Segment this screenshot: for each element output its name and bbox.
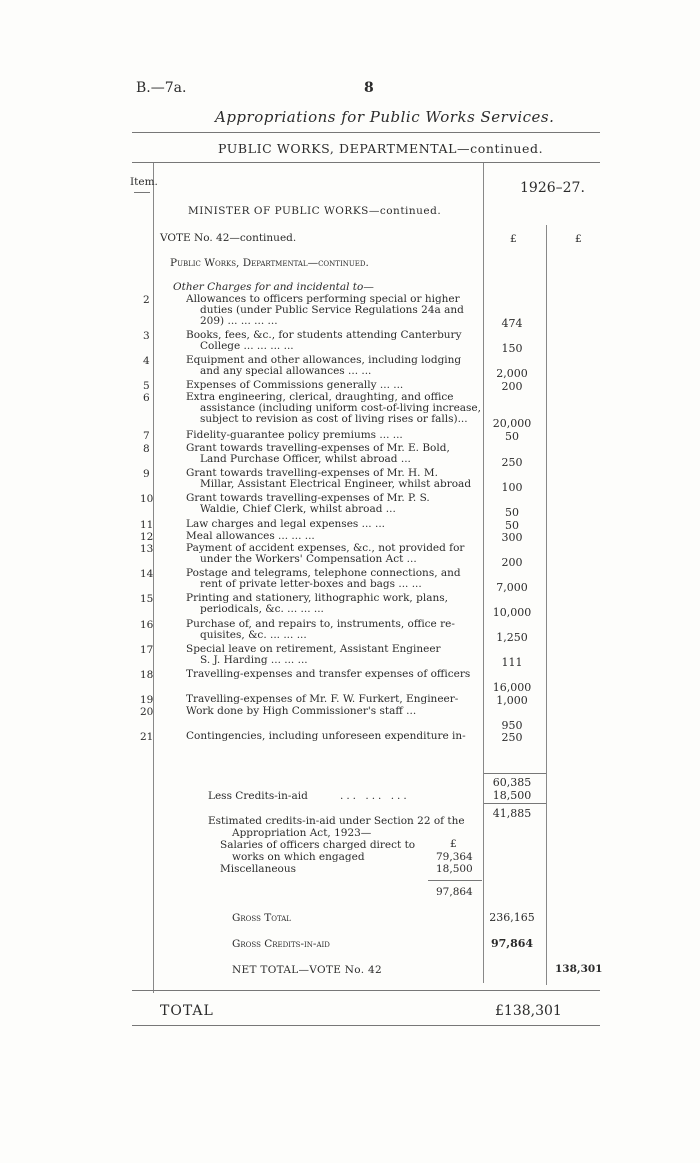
item-number: 16 xyxy=(140,619,154,631)
gross-credits-amount: 97,864 xyxy=(490,937,534,950)
amount-column-divider xyxy=(483,163,484,983)
item-amount: 250 xyxy=(501,456,523,469)
pound-sign: £ xyxy=(450,838,457,850)
gross-total-label: Gross Total xyxy=(232,912,291,924)
item-description: Allowances to officers performing special or higher duties (under Public Service Regulations 24a and 209) ... ... ... ... xyxy=(186,294,464,328)
salaries-label: works on which engaged xyxy=(232,851,365,863)
item-number: 5 xyxy=(143,380,150,392)
item-number: 2 xyxy=(143,294,150,306)
net-total-label: NET TOTAL—VOTE No. 42 xyxy=(232,964,382,976)
item-amount: 950 xyxy=(501,719,523,732)
item-number: 13 xyxy=(140,543,154,555)
item-number: 9 xyxy=(143,468,150,480)
column-header-item: Item. xyxy=(130,176,158,188)
item-number: 11 xyxy=(140,519,154,531)
column-header-year: 1926–27. xyxy=(520,180,585,196)
item-number: 17 xyxy=(140,644,154,656)
item-number: 4 xyxy=(143,355,150,367)
item-number: 19 xyxy=(140,694,154,706)
divider xyxy=(134,192,150,193)
divider xyxy=(132,1025,600,1026)
net-total-amount: 138,301 xyxy=(555,963,603,975)
intro-text: Other Charges for and incidental to— xyxy=(173,281,374,293)
vote-heading: VOTE No. 42—continued. xyxy=(160,232,297,244)
item-number: 15 xyxy=(140,593,154,605)
item-number: 7 xyxy=(143,430,150,442)
item-number: 8 xyxy=(143,443,150,455)
item-amount: 300 xyxy=(501,531,523,544)
misc-amount: 18,500 xyxy=(436,863,473,875)
pound-sign: £ xyxy=(510,233,517,245)
item-number: 21 xyxy=(140,731,154,743)
subtotal-amount: 60,385 xyxy=(492,776,532,789)
divider xyxy=(484,803,546,804)
item-number: 18 xyxy=(140,669,154,681)
divider xyxy=(484,773,546,774)
gross-credits-label: Gross Credits-in-aid xyxy=(232,938,330,950)
divider xyxy=(132,132,600,133)
item-amount: 474 xyxy=(501,317,523,330)
item-amount: 1,000 xyxy=(496,694,528,707)
item-amount: 50 xyxy=(505,519,519,532)
item-amount: 2,000 xyxy=(496,367,528,380)
item-amount: 250 xyxy=(501,731,523,744)
item-number: 10 xyxy=(140,493,154,505)
item-amount: 10,000 xyxy=(492,606,532,619)
estimated-credits-text: Estimated credits-in-aid under Section 22 of the xyxy=(208,815,465,827)
estimated-credits-text: Appropriation Act, 1923— xyxy=(232,827,372,839)
item-amount: 200 xyxy=(501,380,523,393)
page-number: 8 xyxy=(364,80,374,96)
item-amount: 16,000 xyxy=(492,681,532,694)
divider xyxy=(132,162,600,163)
item-amount: 7,000 xyxy=(496,581,528,594)
total-column-divider xyxy=(546,225,547,985)
item-amount: 200 xyxy=(501,556,523,569)
item-number: 14 xyxy=(140,568,154,580)
item-number: 3 xyxy=(143,330,150,342)
document-reference: B.—7a. xyxy=(136,80,187,96)
item-amount: 150 xyxy=(501,342,523,355)
estimated-total: 97,864 xyxy=(436,886,473,898)
less-credits-amount: 18,500 xyxy=(492,789,532,802)
pound-sign: £ xyxy=(575,233,582,245)
less-credits-label: Less Credits-in-aid xyxy=(208,790,308,802)
section-heading: Public Works, Departmental—continued. xyxy=(170,257,369,269)
item-number: 12 xyxy=(140,531,154,543)
section-subtitle: PUBLIC WORKS, DEPARTMENTAL—continued. xyxy=(218,141,544,156)
net-sub-amount: 41,885 xyxy=(492,807,532,820)
divider xyxy=(428,880,482,881)
item-amount: 50 xyxy=(505,506,519,519)
minister-heading: MINISTER OF PUBLIC WORKS—continued. xyxy=(188,205,442,217)
grand-total-amount: £138,301 xyxy=(495,1003,562,1019)
misc-label: Miscellaneous xyxy=(220,863,297,875)
salaries-amount: 79,364 xyxy=(436,851,473,863)
salaries-label: Salaries of officers charged direct to xyxy=(220,839,416,851)
item-amount: 111 xyxy=(501,656,523,669)
item-amount: 20,000 xyxy=(492,417,532,430)
item-amount: 50 xyxy=(505,430,519,443)
item-number: 6 xyxy=(143,392,150,404)
divider xyxy=(132,990,600,991)
item-amount: 1,250 xyxy=(496,631,528,644)
item-amount: 100 xyxy=(501,481,523,494)
item-number: 20 xyxy=(140,706,154,718)
grand-total-label: TOTAL xyxy=(160,1003,214,1019)
gross-total-amount: 236,165 xyxy=(489,911,535,924)
page-title: Appropriations for Public Works Services. xyxy=(215,108,555,126)
